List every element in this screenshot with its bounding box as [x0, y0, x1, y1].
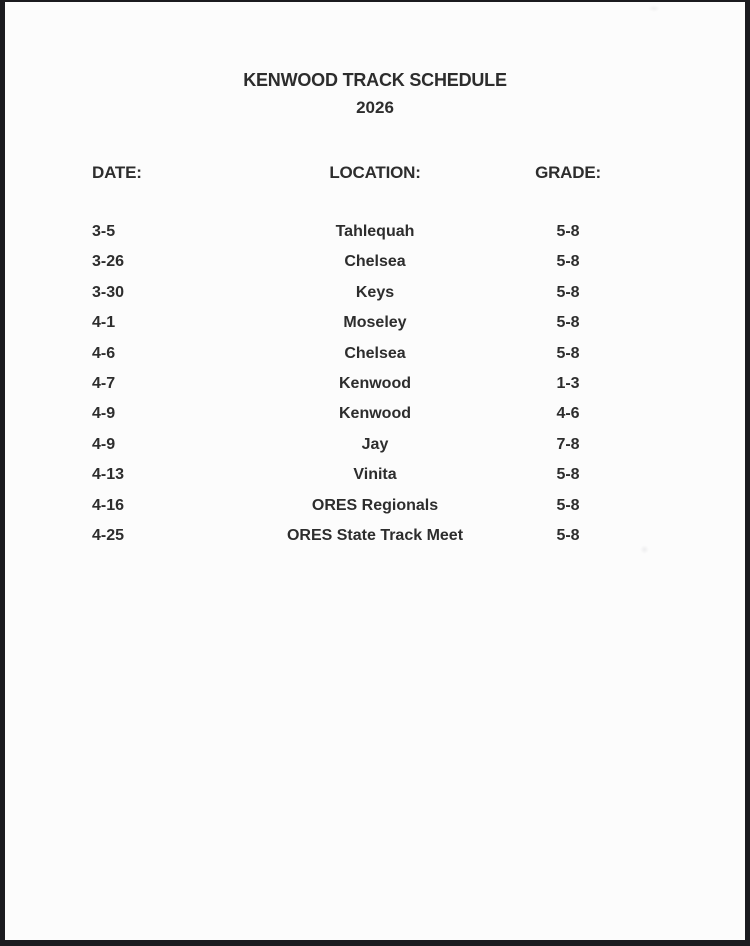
cell-location: Keys — [355, 283, 395, 301]
header-date: DATE: — [92, 163, 142, 182]
cell-grade: 5-8 — [556, 496, 580, 514]
document-title: KENWOOD TRACK SCHEDULE — [243, 70, 507, 90]
cell-location: ORES Regionals — [311, 496, 439, 514]
table-row — [5, 399, 745, 429]
schedule-rows — [5, 217, 745, 551]
header-grade: GRADE: — [535, 163, 601, 182]
table-row — [5, 460, 745, 490]
table-row — [5, 521, 745, 551]
cell-grade: 5-8 — [556, 223, 580, 240]
table-row — [5, 430, 745, 460]
cell-grade: 7-8 — [556, 435, 580, 453]
cell-grade: 4-6 — [556, 405, 580, 423]
cell-location: Kenwood — [339, 405, 411, 423]
table-header-row — [5, 161, 745, 185]
cell-grade: 1-3 — [556, 374, 580, 392]
table-row — [5, 339, 745, 369]
cell-grade: 5-8 — [556, 283, 580, 301]
cell-location: Tahlequah — [335, 223, 415, 240]
cell-date: 4-7 — [92, 374, 116, 392]
cell-location: Jay — [361, 435, 389, 453]
table-row — [5, 491, 745, 521]
cell-location: Kenwood — [339, 374, 411, 392]
cell-grade: 5-8 — [556, 344, 580, 362]
cell-location: ORES State Track Meet — [286, 526, 464, 544]
paper-smudge — [648, 5, 660, 12]
table-row — [5, 247, 745, 277]
cell-date: 4-13 — [92, 466, 125, 484]
table-row — [5, 217, 745, 247]
cell-date: 4-16 — [92, 496, 125, 514]
cell-location: Chelsea — [344, 344, 406, 362]
cell-date: 4-9 — [92, 435, 116, 453]
cell-date: 4-6 — [92, 344, 116, 362]
cell-grade: 5-8 — [556, 466, 580, 484]
cell-location: Moseley — [343, 314, 407, 332]
table-row — [5, 308, 745, 338]
table-row — [5, 369, 745, 399]
cell-date: 3-30 — [92, 283, 125, 301]
cell-date: 4-9 — [92, 405, 116, 423]
header-location: LOCATION: — [329, 163, 421, 182]
document-page — [5, 2, 745, 940]
cell-date: 4-1 — [92, 314, 116, 332]
cell-grade: 5-8 — [556, 526, 580, 544]
cell-location: Chelsea — [344, 253, 406, 271]
cell-grade: 5-8 — [556, 253, 580, 271]
cell-location: Vinita — [353, 466, 397, 484]
cell-date: 3-5 — [92, 223, 116, 240]
table-row — [5, 278, 745, 308]
document-year: 2026 — [356, 98, 394, 117]
cell-date: 3-26 — [92, 253, 125, 271]
cell-date: 4-25 — [92, 526, 125, 544]
cell-grade: 5-8 — [556, 314, 580, 332]
